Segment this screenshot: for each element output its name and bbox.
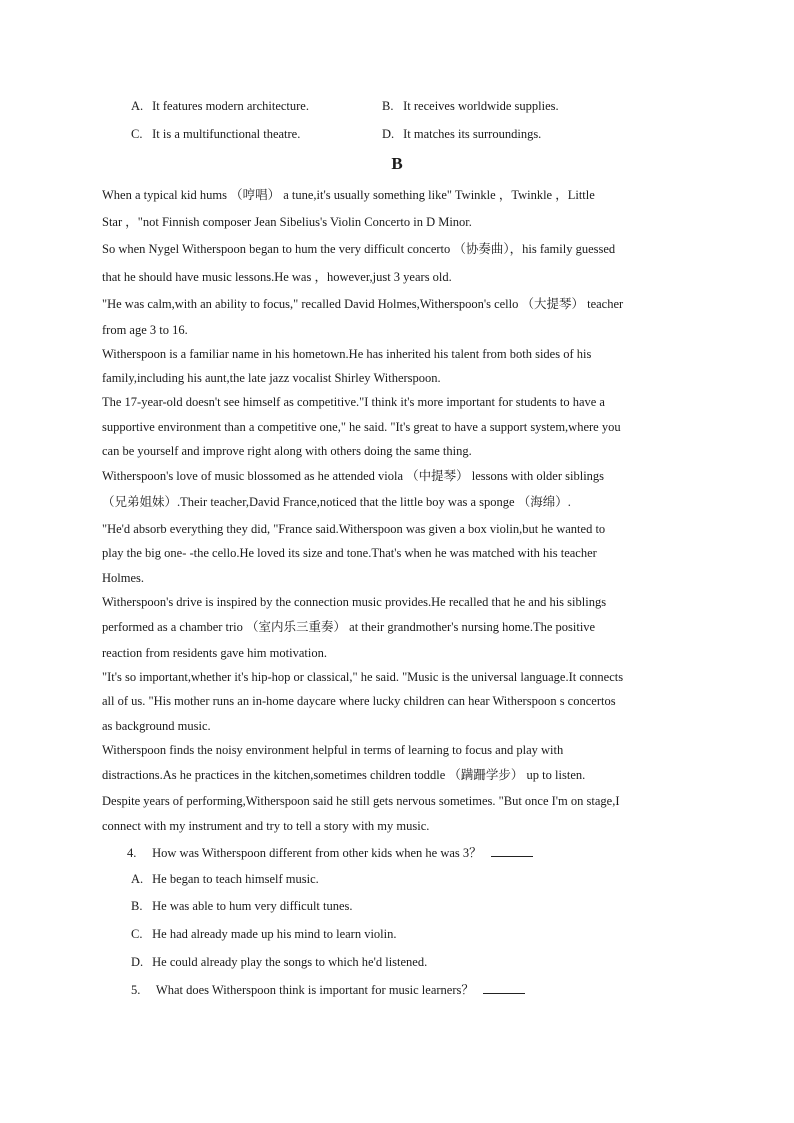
option-letter: C.: [131, 127, 143, 141]
passage-line: reaction from residents gave him motivation.: [102, 646, 327, 660]
passage-line: Witherspoon is a familiar name in his hometown.He has inherited his talent from both sides of his: [102, 347, 592, 361]
q4-option-a: [131, 871, 319, 887]
option-text: It is a multifunctional theatre.: [152, 127, 301, 141]
answer-blank[interactable]: [491, 844, 533, 857]
passage-line: （兄弟姐妹）.Their teacher,David France,noticed that the little boy was a sponge （海绵）.: [102, 495, 571, 509]
passage-line: The 17-year-old doesn't see himself as competitive."I think it's more important for students to have a: [102, 395, 605, 409]
passage-line: all of us. "His mother runs an in-home daycare where lucky children can hear Witherspoon s concertos: [102, 694, 616, 708]
passage-line: "He was calm,with an ability to focus," recalled David Holmes,Witherspoon's cello （大提琴） teacher: [102, 297, 624, 311]
option-text: It features modern architecture.: [152, 99, 309, 113]
option-letter: A.: [131, 872, 144, 886]
passage-line: Despite years of performing,Witherspoon said he still gets nervous sometimes. "But once I'm on stage,I: [102, 794, 620, 808]
passage-line: can be yourself and improve right along with others doing the same thing.: [102, 444, 472, 458]
question-5: [131, 981, 525, 998]
question-4: [127, 844, 533, 861]
option-letter: D.: [131, 955, 144, 969]
prev-option-c: [131, 126, 300, 142]
question-text: How was Witherspoon different from other kids when he was 3？: [152, 846, 482, 860]
option-text: He was able to hum very difficult tunes.: [152, 899, 353, 913]
option-letter: A.: [131, 99, 144, 113]
passage-line: from age 3 to 16.: [102, 323, 188, 337]
prev-option-a: [131, 98, 309, 114]
passage-line: as background music.: [102, 719, 211, 733]
option-text: He began to teach himself music.: [152, 872, 319, 886]
option-letter: B.: [382, 99, 394, 113]
passage-line: "It's so important,whether it's hip-hop or classical," he said. "Music is the universal language.It connects: [102, 670, 624, 684]
q4-option-c: [131, 926, 397, 942]
option-letter: D.: [382, 127, 395, 141]
passage-line: performed as a chamber trio （室内乐三重奏） at their grandmother's nursing home.The positive: [102, 620, 596, 634]
prev-option-d: [382, 126, 541, 142]
passage-line: Witherspoon's drive is inspired by the connection music provides.He recalled that he and his siblings: [102, 595, 607, 609]
q4-option-b: [131, 898, 353, 914]
option-text: He could already play the songs to which he'd listened.: [152, 955, 428, 969]
passage-line: family,including his aunt,the late jazz vocalist Shirley Witherspoon.: [102, 371, 441, 385]
passage-line: Star ，"not Finnish composer Jean Sibelius's Violin Concerto in D Minor.: [102, 215, 472, 229]
option-text: He had already made up his mind to learn violin.: [152, 927, 397, 941]
section-title: B: [391, 154, 403, 173]
prev-option-b: [382, 98, 559, 114]
passage-line: Holmes.: [102, 571, 145, 585]
question-text: What does Witherspoon think is important for music learners？: [155, 983, 474, 997]
passage-line: play the big one- -the cello.He loved its size and tone.That's when he was matched with his teacher: [102, 546, 597, 560]
q4-option-d: [131, 954, 427, 970]
option-letter: B.: [131, 899, 143, 913]
option-text: It matches its surroundings.: [403, 127, 542, 141]
question-number: 5.: [131, 983, 141, 997]
passage-line: When a typical kid hums （哼唱） a tune,it's usually something like" Twinkle ，Twinkle ，Little: [102, 188, 595, 202]
passage-line: connect with my instrument and try to tell a story with my music.: [102, 819, 430, 833]
passage-line: distractions.As he practices in the kitchen,sometimes children toddle （蹒跚学步） up to listen.: [102, 768, 586, 782]
passage-line: that he should have music lessons.He was ，however,just 3 years old.: [102, 270, 452, 284]
passage-line: "He'd absorb everything they did, "France said.Witherspoon was given a box violin,but he wanted to: [102, 522, 606, 536]
question-number: 4.: [127, 846, 137, 860]
option-letter: C.: [131, 927, 143, 941]
passage-line: Witherspoon's love of music blossomed as he attended viola （中提琴） lessons with older siblings: [102, 469, 605, 483]
passage-line: supportive environment than a competitive one," he said. "It's great to have a support system,where you: [102, 420, 621, 434]
option-text: It receives worldwide supplies.: [403, 99, 559, 113]
answer-blank[interactable]: [483, 981, 525, 994]
passage-line: Witherspoon finds the noisy environment helpful in terms of learning to focus and play with: [102, 743, 564, 757]
passage-line: So when Nygel Witherspoon began to hum the very difficult concerto （协奏曲），his family guessed: [102, 242, 616, 256]
